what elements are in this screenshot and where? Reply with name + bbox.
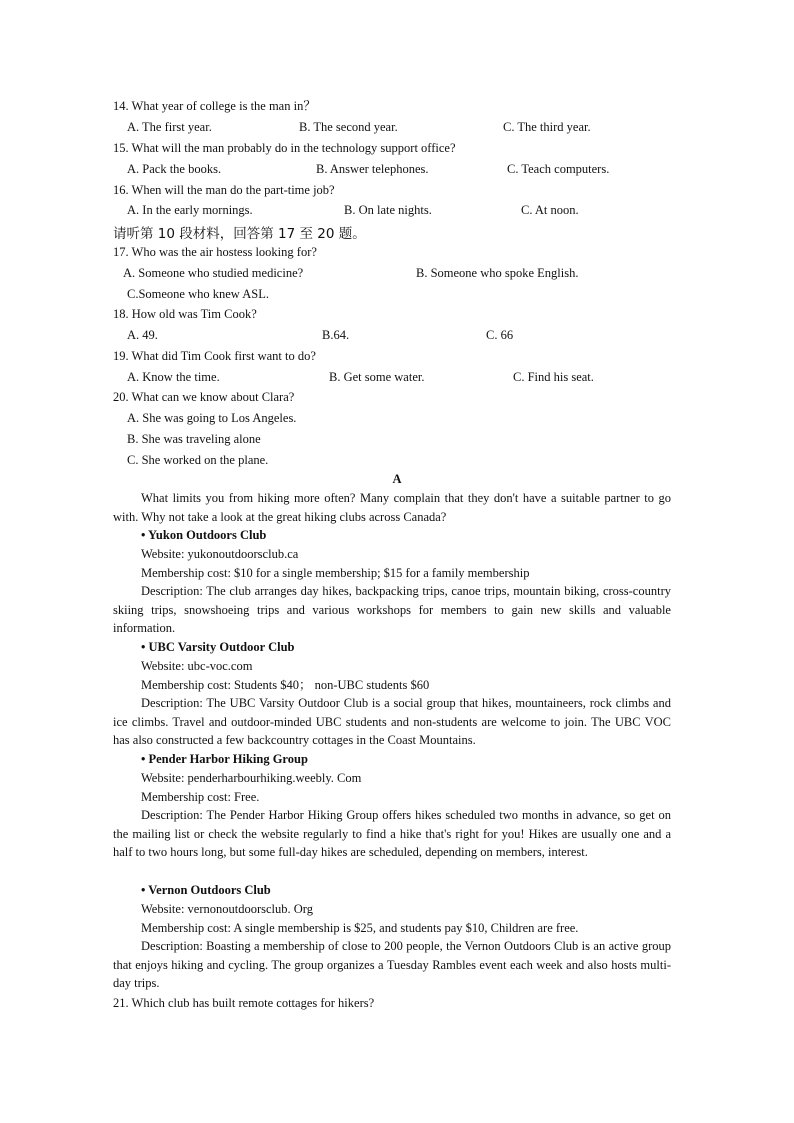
club-name: • Vernon Outdoors Club (141, 883, 271, 897)
q16-option-c: C. At noon. (521, 203, 579, 217)
q17-option-b: B. Someone who spoke English. (416, 266, 579, 280)
section-instruction: 请听第 10 段材料，回答第 17 至 20 题。 (113, 226, 366, 242)
q17-option-a: A. Someone who studied medicine? (123, 266, 304, 280)
q14-option-a: A. The first year. (127, 120, 212, 134)
q14-option-c: C. The third year. (503, 120, 591, 134)
club-name: • Yukon Outdoors Club (141, 528, 267, 542)
q18-option-c: C. 66 (486, 328, 514, 342)
q20-option-c: C. She worked on the plane. (127, 453, 269, 467)
q17-option-c: C.Someone who knew ASL. (127, 287, 270, 301)
reading-intro: What limits you from hiking more often? Many complain that they don't have a suitable partner to go with. Why not take a look at the great hiking clubs across Canada? (113, 491, 671, 524)
q18-option-b: B.64. (322, 328, 350, 342)
q14-option-b: B. The second year. (299, 120, 398, 134)
question-14: 14. What year of college is the man in？ (113, 99, 316, 113)
club-description: Description: The club arranges day hikes, backpacking trips, canoe trips, mountain biking, cross-country skiing trips, snowshoeing trips and various workshops for members to gain new skills and valuable information. (113, 584, 671, 636)
question-20: 20. What can we know about Clara? (113, 390, 295, 404)
q19-option-a: A. Know the time. (127, 370, 220, 384)
q15-option-c: C. Teach computers. (507, 162, 610, 176)
question-16: 16. When will the man do the part-time job? (113, 183, 335, 197)
club-website: Website: yukonoutdoorsclub.ca (141, 547, 299, 561)
q16-option-a: A. In the early mornings. (127, 203, 253, 217)
club-description: Description: The UBC Varsity Outdoor Club is a social group that hikes, mountaineers, rock climbs and ice climbs. Travel and outdoor-minded UBC students and non-students are welcome to join. The UBC VOC has also constructed a few backcountry cottages in the Coast Mountains. (113, 696, 671, 748)
q18-option-a: A. 49. (127, 328, 158, 342)
club-name: • Pender Harbor Hiking Group (141, 752, 308, 766)
q19-option-b: B. Get some water. (329, 370, 425, 384)
question-19: 19. What did Tim Cook first want to do? (113, 349, 316, 363)
q20-option-a: A. She was going to Los Angeles. (127, 411, 297, 425)
club-cost: Membership cost: $10 for a single membership; $15 for a family membership (141, 566, 530, 580)
club-name: • UBC Varsity Outdoor Club (141, 640, 295, 654)
club-cost: Membership cost: Students $40； non-UBC students $60 (141, 678, 430, 692)
q16-option-b: B. On late nights. (344, 203, 432, 217)
question-18: 18. How old was Tim Cook? (113, 307, 257, 321)
club-description: Description: Boasting a membership of close to 200 people, the Vernon Outdoors Club is an active group that enjoys hiking and cycling. The group organizes a Tuesday Rambles event each week and also hosts multi-day trips. (113, 939, 671, 991)
q20-option-b: B. She was traveling alone (127, 432, 261, 446)
club-website: Website: vernonoutdoorsclub. Org (141, 902, 313, 916)
question-21: 21. Which club has built remote cottages for hikers? (113, 996, 375, 1010)
q19-option-c: C. Find his seat. (513, 370, 594, 384)
q15-option-b: B. Answer telephones. (316, 162, 429, 176)
section-label: A (392, 472, 402, 486)
q15-option-a: A. Pack the books. (127, 162, 222, 176)
club-website: Website: ubc-voc.com (141, 659, 253, 673)
club-cost: Membership cost: A single membership is $25, and students pay $10, Children are free. (141, 921, 579, 935)
club-cost: Membership cost: Free. (141, 790, 260, 804)
club-description: Description: The Pender Harbor Hiking Group offers hikes scheduled two months in advance, so get on the mailing list or check the website regularly to find a hike that's right for you! Hikes are usually one and a half to two hours long, but some full-day hikes are scheduled, depending on members, interest. (113, 808, 671, 860)
question-17: 17. Who was the air hostess looking for? (113, 245, 317, 259)
club-website: Website: penderharbourhiking.weebly. Com (141, 771, 362, 785)
question-15: 15. What will the man probably do in the technology support office? (113, 141, 456, 155)
